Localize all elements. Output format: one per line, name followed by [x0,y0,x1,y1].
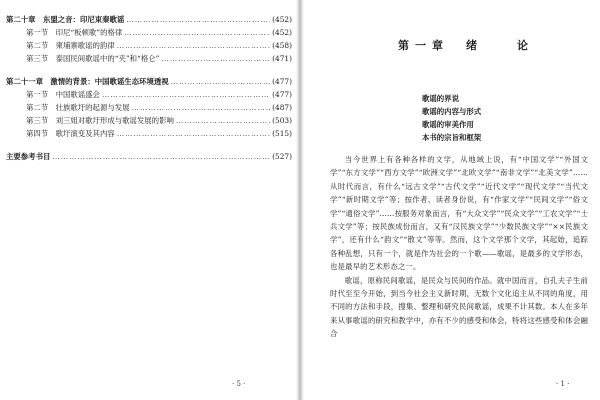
toc-entry-label [6,150,50,163]
toc-section-entry [6,26,292,39]
toc-page-number: (527) [272,152,292,161]
toc-leader-dots [176,114,270,127]
left-page [0,0,296,400]
toc-entry-title: 壮族歌圩的起源与发展 [55,103,130,112]
toc-entry-number: 第一节 [26,90,49,99]
toc-page-number: (452) [272,15,292,24]
toc-entry-label [26,52,159,65]
toc-leader-dots [171,75,270,88]
toc-entry-title: 泰国民间歌谣中的“夹”和“格仑” [55,54,160,63]
toc-section-entry [6,88,292,101]
toc-entry-title: 印尼“板顿歌”的格律 [55,28,123,37]
toc-page-number: (515) [272,129,292,138]
toc-entry-number: 第二十章 [6,15,36,24]
table-of-contents [6,13,292,163]
book-gutter [296,0,304,400]
toc-page-number: (458) [272,41,292,50]
toc-entry-number: 第二十一章 [6,77,43,86]
toc-entry-number: 第四节 [26,129,49,138]
subsection-item: 歌谣的内容与形式 [422,107,482,116]
subsection-item: 本书的宗旨和框架 [422,133,482,142]
chapter-subsection-list [422,92,481,144]
toc-entry-title: 柬埔寨歌谣的韵律 [55,41,115,50]
toc-entry-label [26,88,100,101]
toc-entry-number: 主要参考书目 [6,152,51,161]
toc-entry-title: 激情的背景：中国歌谣生态环境透视 [50,77,169,86]
toc-entry-title: 东盟之音：印尼束秦歌谣 [42,15,125,24]
toc-chapter-entry [6,75,292,88]
toc-entry-number: 第三节 [26,116,49,125]
toc-entry-number: 第二节 [26,41,49,50]
toc-page-number: (477) [272,90,292,99]
toc-section-entry [6,127,292,140]
subsection-item: 歌谣的审美作用 [422,120,474,129]
toc-entry-title: 中国歌谣盛会 [55,90,100,99]
toc-leader-dots [52,150,270,163]
toc-entry-label [26,101,130,114]
toc-entry-label [6,75,169,88]
body-text [330,153,588,341]
toc-entry-number: 第一节 [26,28,49,37]
toc-page-number: (477) [272,77,292,86]
page-number: · 5 · [232,380,246,388]
toc-entry-label [26,26,122,39]
page-number: · 1 · [556,380,570,388]
toc-entry-label [6,13,124,26]
toc-section-entry [6,52,292,65]
toc-entry-label [26,39,115,52]
toc-page-number: (452) [272,28,292,37]
toc-leader-dots [117,127,270,140]
toc-section-entry [6,114,292,127]
toc-page-number: (471) [272,54,292,63]
toc-entry-number: 第三节 [26,54,49,63]
toc-entry-label [26,127,115,140]
toc-chapter-entry [6,13,292,26]
toc-leader-dots [102,88,270,101]
toc-entry-title: 歌圩演变及其内容 [55,129,115,138]
toc-page-number: (503) [272,116,292,125]
toc-page-number: (487) [272,103,292,112]
paragraph: 当今世界上有各种各样的文学，从地域上说，有“中国文学”“外国文学”“东方文学”“西方文学”“欧洲文学”“北欧文学”“南非文学”“北美文学”……从时代而言，有什么“远古文学”“古代文学”“近代文学”“现代文学”“当代文学”“新时期文学”等；按作者、读者身份说，有“作家文学”“民间文学”“俗文学”“通俗文学”……按服务对象而言，有“大众文学”“民众文学”“工农文学”“士兵文学”等；按民族成份而言，又有“汉民族文学”“少数民族文学”“××民族文学”，还有什么“韵文”“散文”等等。然而，这个文学那个文学，其起始，追踪各种乱想，只有一个，就是作为社会的一个歌——歌谣，是最多的文学形态，也是最早的艺术形态之一。 [330,155,588,272]
toc-entry-label [26,114,174,127]
right-page [304,0,600,400]
toc-leader-dots [161,52,270,65]
toc-chapter-entry [6,150,292,163]
toc-entry-number: 第二节 [26,103,49,112]
toc-leader-dots [117,39,270,52]
toc-leader-dots [124,26,270,39]
toc-leader-dots [132,101,271,114]
toc-leader-dots [126,13,270,26]
toc-section-entry [6,39,292,52]
paragraph: 歌谣，原称民间歌谣，是民众与民间的作品。就中国而言，自孔夫子生前时代至至今开始，到当今社会主义新时期，无数个文化追主从不同的角度，用不同的方法和手段，搜集、整理和研究民间歌谣，成果不计其数。本人在多年来从事歌谣的研究和教学中，亦有不少的感受和体会，特将这些感受和体会融合 [330,275,588,339]
chapter-title: 第一章 绪 论 [398,39,534,52]
toc-section-entry [6,101,292,114]
toc-entry-title: 刘三姐对歌圩形成与歌谣发展的影响 [55,116,174,125]
subsection-item: 歌谣的界说 [422,94,459,103]
